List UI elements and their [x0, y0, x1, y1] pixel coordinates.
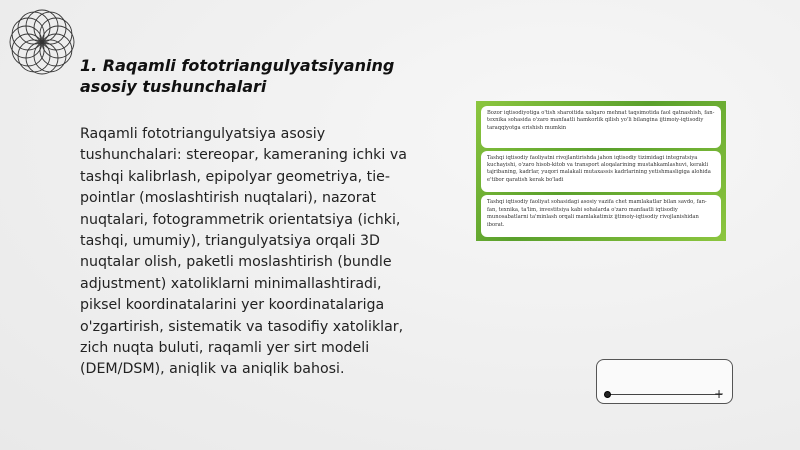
rosette-logo-icon — [4, 4, 80, 80]
info-box: Tashqi iqtisodiy faoliyat sohasidagi asosiy vazifa chet mamlakatlar bilan savdo, fan-fan, texnika, ta'lim, investitsiya kabi sohalarda o'zaro manfaatli iqtisodiy munosabatlarni ta'minlash orqali mamlakatimiz ijtimoiy-iqtisodiy rivojlanishidan iborat. — [481, 195, 721, 237]
media-player-widget[interactable] — [596, 359, 733, 404]
slide-title: 1. Raqamli fototriangulyatsiyaning asosiy tushunchalari — [80, 56, 395, 96]
plus-icon[interactable]: + — [714, 387, 725, 401]
info-box: Tashqi iqtisodiy faoliyatni rivojlantirishda jahon iqtisodiy tizimidagi integratsiya kuchayishi, o'zaro hisob-kitob va transport aloqalarining mustahkamlashuvi, kerakli tajribaning, kadrlar, yuqori malakali mutaxassis kadrlarining yetishmasligiga alohida e'tibor qaratish kerak bo'ladi — [481, 151, 721, 193]
progress-track[interactable] — [607, 394, 722, 395]
info-box: Bozor iqtisodiyotiga o'tish sharoitida xalqaro mehnat taqsimotida faol qatnashish, fan-texnika sohasida o'zaro manfaatli hamkorlik qilish yo'li bilangina ijtimoiy-iqtisodiy taraqqiyotga erishish mumkin — [481, 106, 721, 148]
slide-body-text: Raqamli fototriangulyatsiya asosiy tushunchalari: stereopar, kameraning ichki va tashqi kalibrlash, epipolyar geometriya, tie-pointlar (moslashtirish nuqtalari), nazorat nuqtalari, fotogrammetrik orientatsiya (ichki, tashqi, umumiy), triangulyatsiya orqali 3D nuqtalar olish, paketli moslashtirish (bundle adjustment) xatoliklarni minimallashtiradi, piksel koordinatalarini yer koordinatalariga o'zgartirish, sistematik va tasodifiy xatoliklar, zich nuqta buluti, raqamli yer sirt modeli (DEM/DSM), aniqlik va aniqlik bahosi. — [80, 126, 407, 378]
record-dot-icon[interactable] — [604, 391, 611, 398]
info-card — [476, 101, 726, 241]
